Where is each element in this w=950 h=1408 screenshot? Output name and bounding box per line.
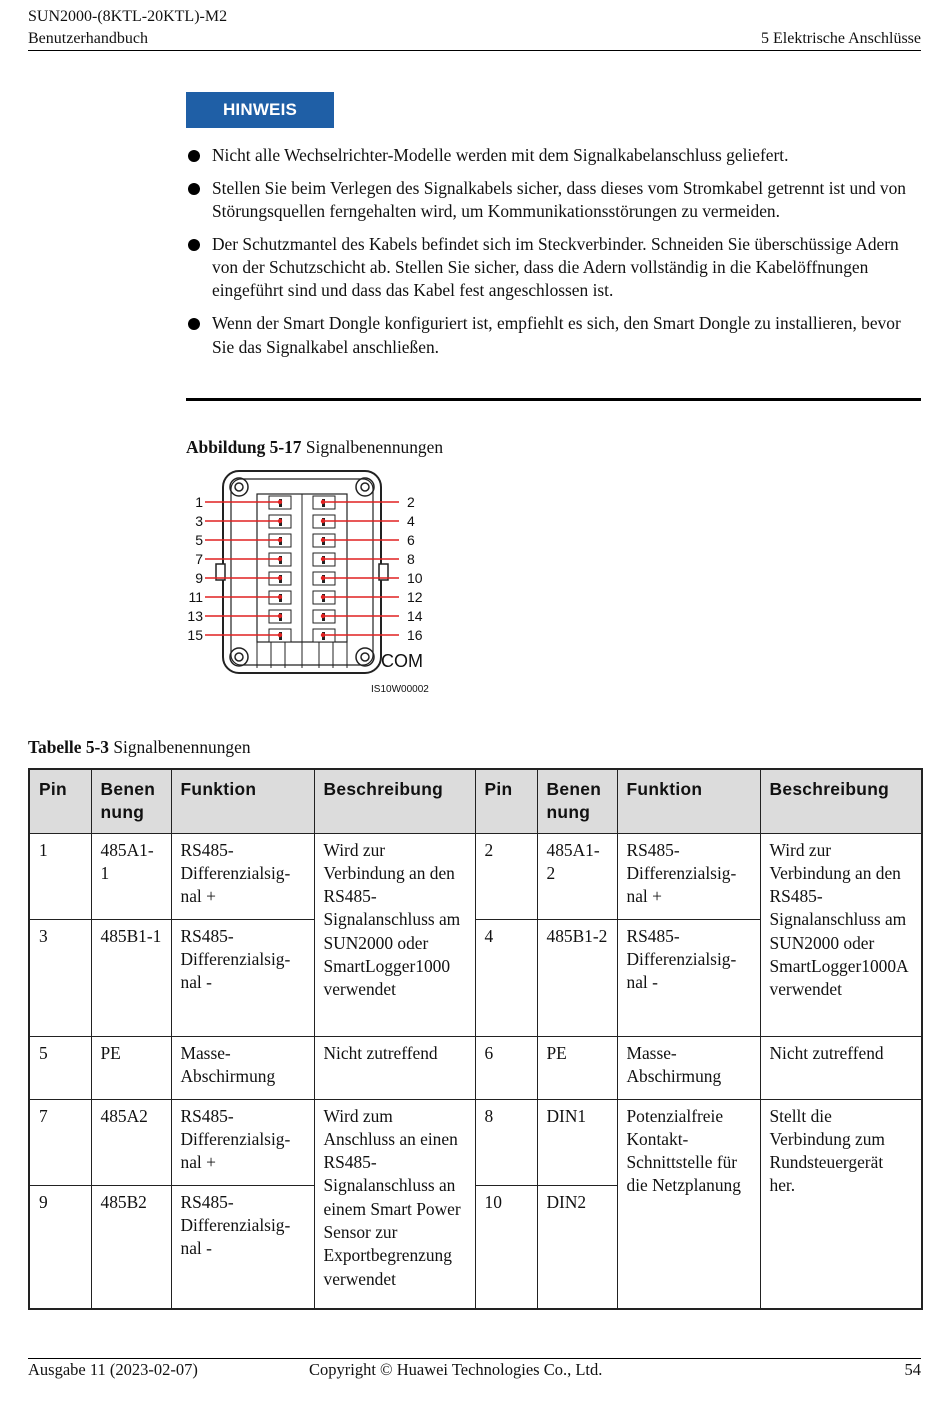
bullet-icon — [188, 239, 200, 251]
pin-label-right: 14 — [407, 608, 423, 624]
notice-item — [186, 144, 922, 167]
col-header: Funktion — [171, 769, 314, 833]
cell: RS485-Differenzialsig-nal + — [617, 833, 760, 919]
cell: 1 — [29, 833, 91, 919]
col-header: Benen nung — [91, 769, 171, 833]
cell: 485A1-1 — [91, 833, 171, 919]
cell: Masse-Abschirmung — [617, 1036, 760, 1099]
cell: 6 — [475, 1036, 537, 1099]
signal-table — [28, 768, 923, 1310]
cell: Stellt die Verbindung zum Rundsteuergerät her. — [760, 1099, 922, 1309]
cell: PE — [91, 1036, 171, 1099]
notice-end-rule — [186, 398, 921, 401]
cell: 485B1-1 — [91, 919, 171, 1036]
cell: 8 — [475, 1099, 537, 1185]
bullet-icon — [188, 183, 200, 195]
col-header: Beschreibung — [314, 769, 475, 833]
cell: PE — [537, 1036, 617, 1099]
header-rule — [28, 50, 921, 51]
cell: RS485-Differenzialsig-nal + — [171, 1099, 314, 1185]
pin-dot — [278, 538, 282, 542]
cell: 4 — [475, 919, 537, 1036]
footer-page-number: 54 — [904, 1360, 921, 1379]
figure-number: Abbildung 5-17 — [186, 437, 302, 457]
notice-item — [186, 233, 922, 303]
bullet-icon — [188, 150, 200, 162]
header-product: SUN2000-(8KTL-20KTL)-M2 — [28, 8, 228, 25]
pin-dot — [278, 557, 282, 561]
cell: Wird zur Verbindung an den RS485-Signalanschluss am SUN2000 oder SmartLogger1000A verwendet — [760, 833, 922, 1036]
notice-item-text: Wenn der Smart Dongle konfiguriert ist, empfiehlt es sich, den Smart Dongle zu installieren, bevor Sie das Signalkabel anschließen. — [212, 313, 901, 357]
col-header: Benen nung — [537, 769, 617, 833]
cell: 485A2 — [91, 1099, 171, 1185]
col-header: Beschreibung — [760, 769, 922, 833]
col-header: Pin — [475, 769, 537, 833]
pin-label-left: 3 — [195, 513, 203, 529]
notice-item-text: Stellen Sie beim Verlegen des Signalkabels sicher, dass dieses vom Stromkabel getrennt ist und von Störungsquellen ferngehalten wird, um Kommunikationsstörungen zu vermeiden. — [212, 177, 907, 222]
table-number: Tabelle 5-3 — [28, 737, 109, 757]
cell: RS485-Differenzialsig-nal - — [171, 919, 314, 1036]
pin-dot — [321, 557, 325, 561]
pin-dot — [278, 519, 282, 523]
pin-dot — [321, 519, 325, 523]
cell: Nicht zutreffend — [314, 1036, 475, 1099]
cell: RS485-Differenzialsig-nal + — [171, 833, 314, 919]
header-doc-type: Benutzerhandbuch — [28, 30, 148, 47]
notice-item — [186, 177, 922, 224]
cell: Wird zum Anschluss an einen RS485-Signalanschluss an einem Smart Power Sensor zur Exportbegrenzung verwendet — [314, 1099, 475, 1309]
pin-label-left: 7 — [195, 551, 203, 567]
right-pin-labels — [407, 494, 423, 643]
cell: RS485-Differenzialsig-nal - — [171, 1185, 314, 1309]
pin-label-left: 15 — [187, 627, 203, 643]
cell: Nicht zutreffend — [760, 1036, 922, 1099]
pin-label-right: 10 — [407, 570, 423, 586]
table-caption — [28, 737, 251, 758]
table-row — [29, 833, 922, 919]
cell: 485B2 — [91, 1185, 171, 1309]
pin-label-right: 6 — [407, 532, 415, 548]
figure-code: IS10W00002 — [371, 684, 429, 695]
pin-dot — [321, 576, 325, 580]
left-pin-labels — [187, 494, 203, 643]
table-row — [29, 1036, 922, 1099]
pin-label-right: 2 — [407, 494, 415, 510]
cell: 3 — [29, 919, 91, 1036]
notice-list — [186, 144, 922, 368]
pin-label-left: 1 — [195, 494, 203, 510]
footer-rule — [28, 1358, 921, 1359]
cell: Wird zur Verbindung an den RS485-Signalanschluss am SUN2000 oder SmartLogger1000 verwendet — [314, 833, 475, 1036]
cell: 9 — [29, 1185, 91, 1309]
pin-dot — [278, 595, 282, 599]
pin-label-left: 13 — [187, 608, 203, 624]
com-label: COM — [381, 651, 423, 671]
pin-dot — [321, 500, 325, 504]
com-connector-diagram — [183, 468, 463, 700]
cell: RS485-Differenzialsig-nal - — [617, 919, 760, 1036]
bullet-icon — [188, 318, 200, 330]
table-header-row — [29, 769, 922, 833]
figure-title: Signalbenennungen — [305, 437, 444, 457]
pin-label-right: 8 — [407, 551, 415, 567]
pin-dot — [278, 576, 282, 580]
cell: 7 — [29, 1099, 91, 1185]
pin-label-left: 11 — [188, 589, 203, 605]
pin-label-left: 5 — [195, 532, 203, 548]
cell: 5 — [29, 1036, 91, 1099]
notice-label: HINWEIS — [186, 92, 334, 128]
pin-dot — [321, 538, 325, 542]
pin-label-right: 12 — [407, 589, 423, 605]
pin-dot — [321, 614, 325, 618]
col-header: Funktion — [617, 769, 760, 833]
cell: 485B1-2 — [537, 919, 617, 1036]
header-section: 5 Elektrische Anschlüsse — [761, 30, 921, 47]
pin-label-left: 9 — [195, 570, 203, 586]
pin-dot — [321, 633, 325, 637]
figure-caption — [186, 437, 443, 458]
pin-dot — [321, 595, 325, 599]
notice-item — [186, 312, 922, 359]
pin-label-right: 16 — [407, 627, 423, 643]
cell: 485A1-2 — [537, 833, 617, 919]
cell: 2 — [475, 833, 537, 919]
notice-item-text: Nicht alle Wechselrichter-Modelle werden mit dem Signalkabelanschluss geliefert. — [212, 145, 789, 165]
cell: DIN2 — [537, 1185, 617, 1309]
pin-dot — [278, 500, 282, 504]
footer-edition: Ausgabe 11 (2023-02-07) — [28, 1360, 198, 1379]
cell: Potenzialfreie Kontakt-Schnittstelle für die Netzplanung — [617, 1099, 760, 1309]
cell: DIN1 — [537, 1099, 617, 1185]
pin-dot — [278, 614, 282, 618]
col-header: Pin — [29, 769, 91, 833]
pin-label-right: 4 — [407, 513, 415, 529]
cell: 10 — [475, 1185, 537, 1309]
notice-item-text: Der Schutzmantel des Kabels befindet sich im Steckverbinder. Schneiden Sie überschüssige Adern von der Schutzschicht ab. Stellen Sie sicher, dass die Adern vollständig in die Kabelöffnungen eingeführt sind und dass das Kabel fest angeschlossen ist. — [212, 233, 899, 301]
cell: Masse-Abschirmung — [171, 1036, 314, 1099]
table-row — [29, 1099, 922, 1185]
footer-copyright: Copyright © Huawei Technologies Co., Ltd. — [309, 1360, 603, 1379]
pin-dot — [278, 633, 282, 637]
table-title: Signalbenennungen — [113, 737, 251, 757]
